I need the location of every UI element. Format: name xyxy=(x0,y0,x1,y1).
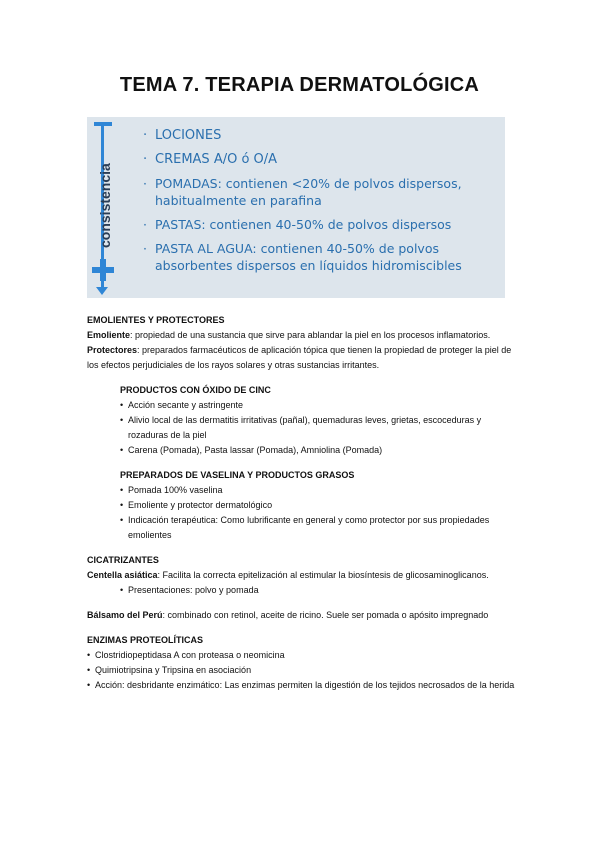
list-item: • Alivio local de las dermatitis irritativas (pañal), quemaduras leves, grietas, escoceduras y rozaduras de la piel xyxy=(120,413,517,443)
formulation-item: · PASTA AL AGUA: contienen 40-50% de polvos absorbentes dispersos en líquidos hidromiscibles xyxy=(143,240,503,274)
definition-text: : Facilita la correcta epitelización al estimular la biosíntesis de glicosaminoglicanos. xyxy=(157,570,489,580)
document-body xyxy=(87,313,517,693)
term: Emoliente xyxy=(87,330,131,340)
list-item: • Presentaciones: polvo y pomada xyxy=(120,583,517,598)
section-heading: CICATRIZANTES xyxy=(87,555,159,565)
term: Centella asiática xyxy=(87,570,158,580)
plus-icon xyxy=(92,259,114,281)
term: Bálsamo del Perú xyxy=(87,610,163,620)
list-item: • Quimiotripsina y Tripsina en asociación xyxy=(87,663,517,678)
definition-centella xyxy=(87,568,517,583)
list-item: • Pomada 100% vaselina xyxy=(120,483,517,498)
arrow-down-icon xyxy=(96,287,108,295)
list-item: • Acción secante y astringente xyxy=(120,398,517,413)
list-item: • Clostridiopeptidasa A con proteasa o neomicina xyxy=(87,648,517,663)
definition-protectores xyxy=(87,343,517,373)
formulation-item: · POMADAS: contienen <20% de polvos dispersos, habitualmente en parafina xyxy=(143,175,503,209)
consistency-axis-label: consistencia xyxy=(97,163,113,248)
formulation-item: · PASTAS: contienen 40-50% de polvos dispersos xyxy=(143,216,503,233)
section-heading: PRODUCTOS CON ÓXIDO DE CINC xyxy=(120,385,271,395)
zinc-section xyxy=(87,383,517,543)
list-item: • Indicación terapéutica: Como lubrificante en general y como protector por sus propiedades emolientes xyxy=(120,513,517,543)
definition-emoliente xyxy=(87,328,517,343)
section-heading: EMOLIENTES Y PROTECTORES xyxy=(87,315,225,325)
consistency-banner xyxy=(87,117,505,298)
list-item: • Carena (Pomada), Pasta lassar (Pomada), Amniolina (Pomada) xyxy=(120,443,517,458)
section-heading: ENZIMAS PROTEOLÍTICAS xyxy=(87,635,204,645)
definition-text: : combinado con retinol, aceite de ricino. Suele ser pomada o apósito impregnado xyxy=(162,610,489,620)
formulation-list xyxy=(143,127,503,281)
formulation-item: · LOCIONES xyxy=(143,127,503,144)
formulation-item: · CREMAS A/O ó O/A xyxy=(143,151,503,168)
term: Protectores xyxy=(87,345,138,355)
list-item: • Acción: desbridante enzimático: Las enzimas permiten la digestión de los tejidos necrosados de la herida xyxy=(87,678,517,693)
page-title: TEMA 7. TERAPIA DERMATOLÓGICA xyxy=(119,74,480,96)
section-heading: PREPARADOS DE VASELINA Y PRODUCTOS GRASOS xyxy=(120,470,355,480)
list-item: • Emoliente y protector dermatológico xyxy=(120,498,517,513)
definition-balsamo xyxy=(87,608,517,623)
definition-text: : preparados farmacéuticos de aplicación tópica que tienen la propiedad de proteger la piel de los efectos perjudiciales de los rayos solares y otras sustancias irritantes. xyxy=(87,345,512,370)
definition-text: : propiedad de una sustancia que sirve para ablandar la piel en los procesos inflamatorios. xyxy=(130,330,491,340)
